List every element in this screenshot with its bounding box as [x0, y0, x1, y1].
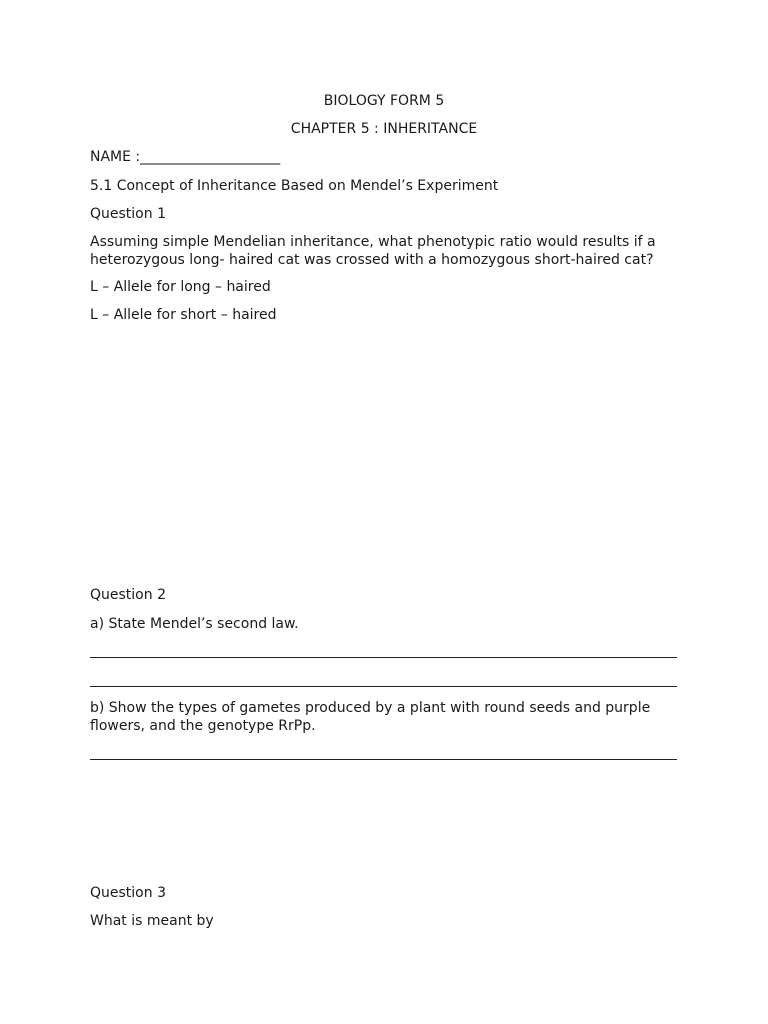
question-3-text: What is meant by — [90, 913, 214, 929]
question-2-label: Question 2 — [90, 587, 166, 603]
subject-heading: BIOLOGY FORM 5 — [323, 93, 445, 109]
answer-line-2a-2 — [90, 686, 677, 687]
answer-line-2b-1 — [90, 759, 677, 760]
allele-short-line: L – Allele for short – haired — [90, 307, 277, 323]
question-1-text: Assuming simple Mendelian inheritance, what phenotypic ratio would results if a heterozygous long- haired cat was crossed with a homozygous short-haired cat? — [90, 234, 656, 268]
answer-line-2a-1 — [90, 657, 677, 658]
question-1-label: Question 1 — [90, 206, 166, 222]
question-2b-text: b) Show the types of gametes produced by a plant with round seeds and purple flowers, and the genotype RrPp. — [90, 700, 651, 734]
question-3-label: Question 3 — [90, 885, 166, 901]
chapter-heading: CHAPTER 5 : INHERITANCE — [290, 121, 478, 137]
question-2a-text: a) State Mendel’s second law. — [90, 616, 299, 632]
allele-long-line: L – Allele for long – haired — [90, 279, 271, 295]
section-title: 5.1 Concept of Inheritance Based on Mendel’s Experiment — [90, 178, 499, 194]
name-field-line: NAME :____________________ — [90, 149, 281, 165]
